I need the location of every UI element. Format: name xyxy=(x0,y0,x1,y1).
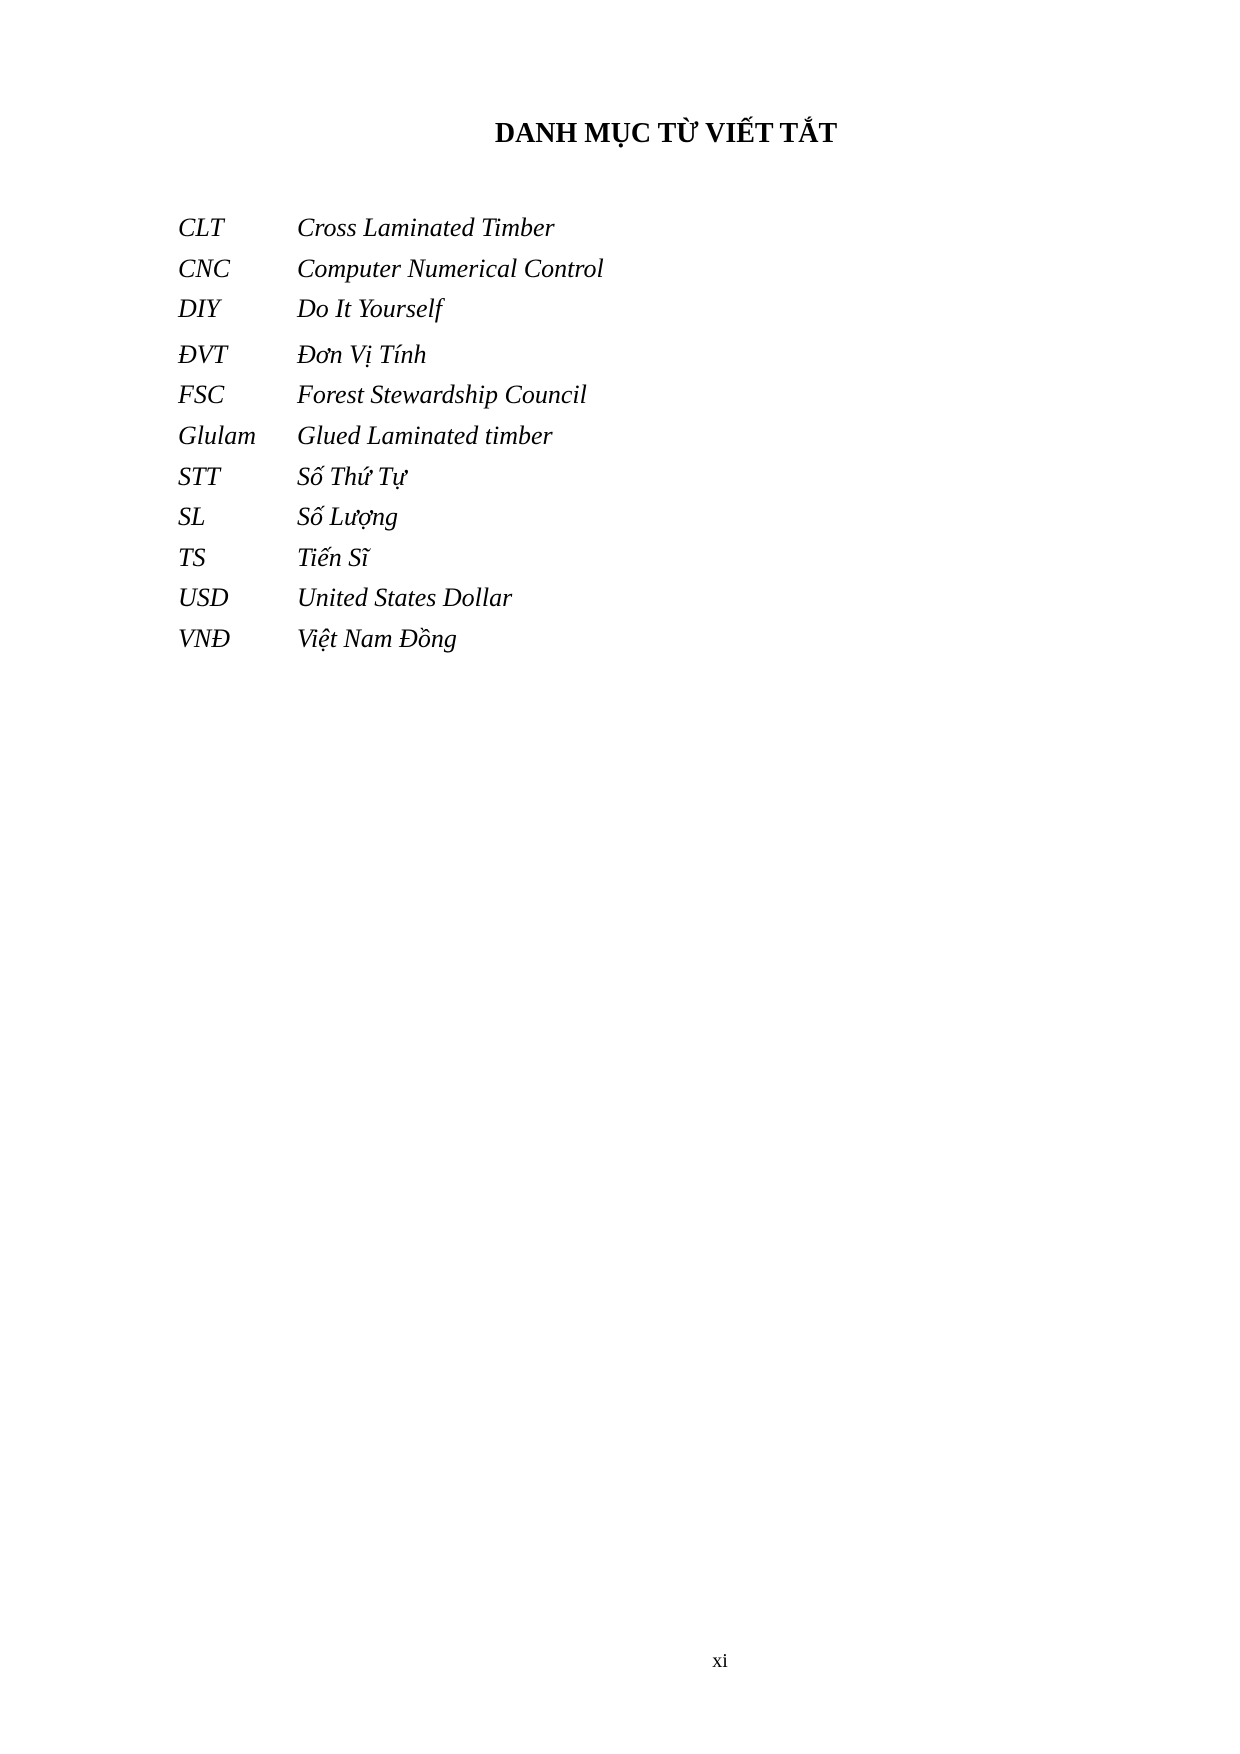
abbreviation-code: CLT xyxy=(178,213,224,242)
abbreviation-meaning: Đơn Vị Tính xyxy=(297,339,427,369)
abbreviation-row xyxy=(178,578,1078,619)
abbreviation-code: STT xyxy=(178,461,220,491)
abbreviation-code: TS xyxy=(178,542,206,572)
abbreviation-row xyxy=(178,538,1078,579)
abbreviation-code: FSC xyxy=(178,380,225,410)
abbreviation-code: CNC xyxy=(178,253,231,283)
abbreviation-meaning: Glued Laminated timber xyxy=(297,420,553,450)
abbreviation-code: ĐVT xyxy=(178,339,228,369)
abbreviation-meaning: Số Thứ Tự xyxy=(297,461,407,491)
abbreviation-list xyxy=(178,208,1078,660)
abbreviation-code: USD xyxy=(178,583,229,613)
page-number: xi xyxy=(712,1650,728,1672)
abbreviation-row xyxy=(178,249,1078,290)
abbreviation-meaning: Cross Laminated Timber xyxy=(297,213,555,242)
abbreviation-code: VNĐ xyxy=(178,623,230,653)
abbreviation-meaning: Tiến Sĩ xyxy=(297,542,369,572)
abbreviation-row xyxy=(178,416,1078,457)
page-title: DANH MỤC TỪ VIẾT TẮT xyxy=(494,118,838,149)
abbreviation-meaning: Do It Yourself xyxy=(297,294,442,324)
abbreviation-row xyxy=(178,335,1078,376)
abbreviation-row xyxy=(178,619,1078,660)
abbreviation-code: Glulam xyxy=(178,420,256,450)
abbreviation-row xyxy=(178,208,1078,249)
abbreviation-code: SL xyxy=(178,502,206,532)
abbreviation-row xyxy=(178,375,1078,416)
abbreviation-row xyxy=(178,289,1078,330)
abbreviation-meaning: Computer Numerical Control xyxy=(297,253,604,283)
abbreviation-row xyxy=(178,497,1078,538)
abbreviation-meaning: Forest Stewardship Council xyxy=(297,380,587,410)
abbreviation-meaning: United States Dollar xyxy=(297,583,513,613)
abbreviation-code: DIY xyxy=(178,294,220,324)
abbreviation-meaning: Việt Nam Đồng xyxy=(297,623,457,653)
abbreviation-meaning: Số Lượng xyxy=(297,502,399,532)
abbreviation-row xyxy=(178,457,1078,498)
